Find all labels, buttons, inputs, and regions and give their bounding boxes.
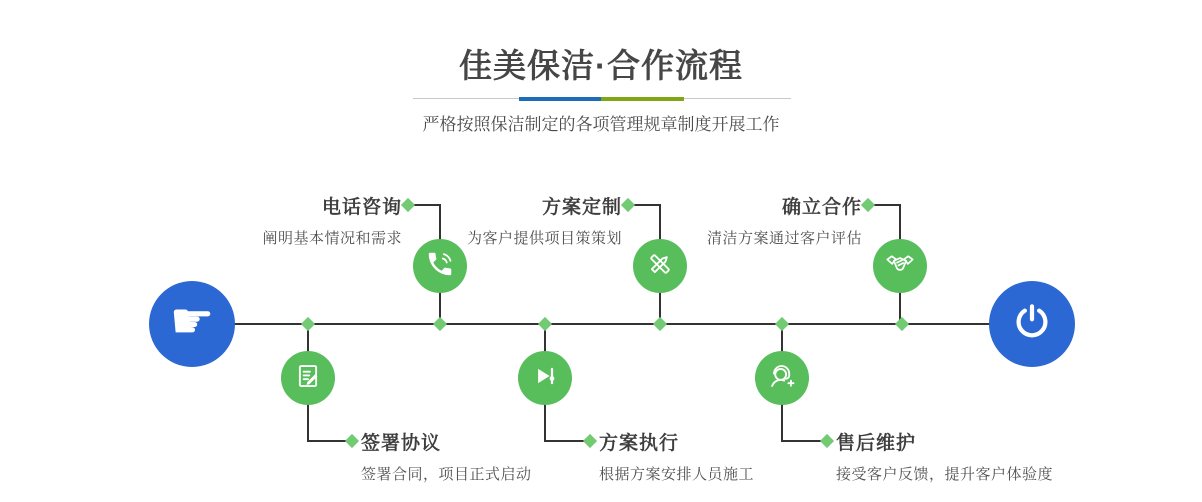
divider-blue-segment xyxy=(519,97,601,101)
junction-diamond xyxy=(653,317,667,331)
headset-plus-icon xyxy=(766,360,798,397)
connector-line xyxy=(307,440,347,442)
sign-document-icon xyxy=(293,361,323,396)
page-title: 佳美保洁·合作流程 xyxy=(459,47,743,84)
connector-line xyxy=(633,204,661,206)
play-execute-icon xyxy=(530,361,560,396)
step-node-sign xyxy=(281,351,335,405)
label-diamond xyxy=(861,198,875,212)
step-label-phone xyxy=(262,192,402,248)
label-diamond xyxy=(621,198,635,212)
handshake-icon xyxy=(884,248,916,285)
step-label-handshake xyxy=(707,192,862,248)
power-icon xyxy=(1010,300,1054,349)
junction-diamond xyxy=(301,317,315,331)
step-node-phone xyxy=(413,239,467,293)
label-diamond xyxy=(345,434,359,448)
label-diamond xyxy=(401,198,415,212)
step-desc: 接受客户反馈，提升客户体验度 xyxy=(836,466,1054,483)
step-label-execute xyxy=(599,428,754,484)
junction-diamond xyxy=(775,317,789,331)
step-desc: 清洁方案通过客户评估 xyxy=(706,230,862,247)
phone-icon xyxy=(425,249,455,284)
connector-line xyxy=(413,204,441,206)
step-node-execute xyxy=(518,351,572,405)
page-subtitle: 严格按照保洁制定的各项管理规章制度开展工作 xyxy=(422,115,780,134)
step-title: 签署协议 xyxy=(361,433,442,454)
step-desc: 根据方案安排人员施工 xyxy=(599,466,755,483)
label-diamond xyxy=(820,434,834,448)
step-label-design xyxy=(467,192,622,248)
step-node-design xyxy=(633,239,687,293)
divider-green-segment xyxy=(601,97,684,101)
step-node-handshake xyxy=(873,239,927,293)
step-label-sign xyxy=(361,428,532,484)
junction-diamond xyxy=(895,317,909,331)
step-title: 售后维护 xyxy=(836,433,917,454)
step-node-aftersales xyxy=(755,351,809,405)
connector-line xyxy=(781,440,823,442)
connector-line xyxy=(873,204,901,206)
flow-end-node xyxy=(989,281,1075,367)
step-desc: 阐明基本情况和需求 xyxy=(262,230,402,247)
step-label-aftersales xyxy=(836,428,1053,484)
step-title: 方案定制 xyxy=(541,197,622,218)
step-desc: 为客户提供项目策策划 xyxy=(466,230,622,247)
connector-line xyxy=(544,440,586,442)
step-title: 电话咨询 xyxy=(321,197,402,218)
label-diamond xyxy=(583,434,597,448)
junction-diamond xyxy=(538,317,552,331)
step-title: 确立合作 xyxy=(781,197,862,218)
flow-start-node xyxy=(149,281,235,367)
pencil-ruler-icon xyxy=(645,249,675,284)
step-desc: 签署合同，项目正式启动 xyxy=(361,466,532,483)
title-divider xyxy=(413,94,791,103)
pointing-hand-icon: ☛ xyxy=(169,292,215,350)
junction-diamond xyxy=(433,317,447,331)
step-title: 方案执行 xyxy=(599,433,680,454)
